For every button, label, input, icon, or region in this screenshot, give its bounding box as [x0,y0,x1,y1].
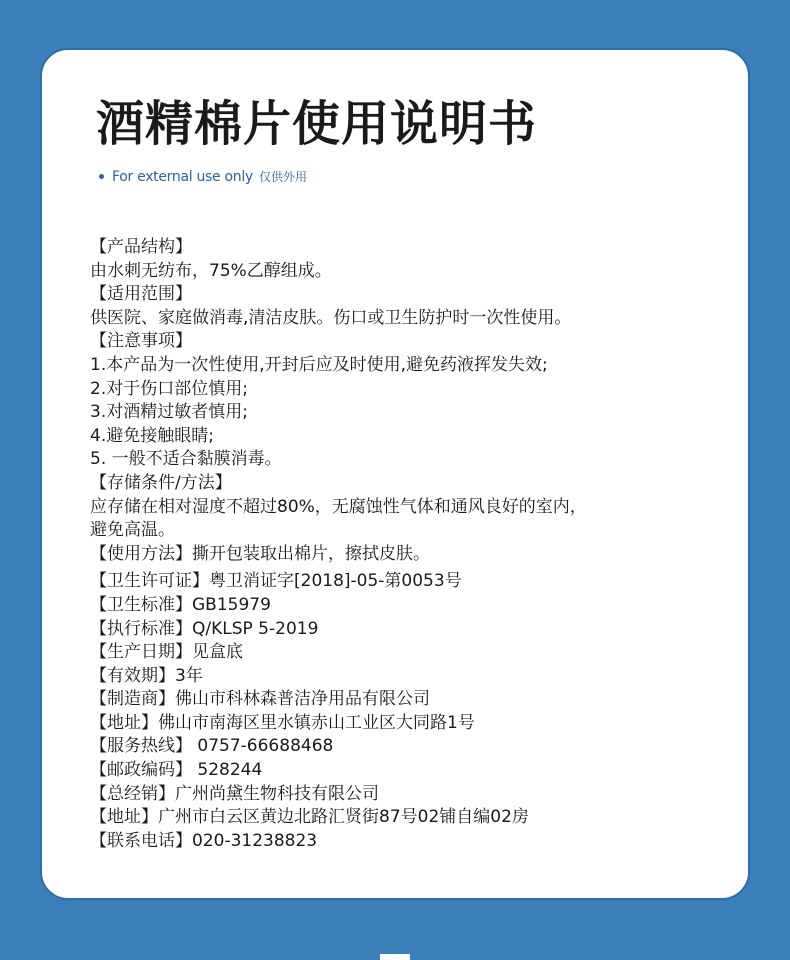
page-title: 酒精棉片使用说明书 [96,96,538,152]
info-line-manufacturer: 【制造商】佛山市科林森普洁净用品有限公司 [90,689,430,710]
note-item: 5. 一般不适合黏膜消毒。 [90,449,282,470]
storage-text-line: 避免高温。 [90,520,175,541]
external-use-note [99,168,307,185]
info-line-exec-standard: 【执行标准】Q/KLSP 5-2019 [90,618,319,639]
structure-heading: 【产品结构】 [90,237,192,257]
external-use-chinese: 仅供外用 [258,170,307,184]
info-line-phone: 【联系电话】020-31238823 [90,830,318,851]
info-line-manufacturer-address: 【地址】佛山市南海区里水镇赤山工业区大同路1号 [90,712,475,733]
info-line-distributor-address: 【地址】广州市白云区黄边北路汇贤街87号02铺自编02房 [90,807,529,828]
usage-method: 【使用方法】撕开包装取出棉片，擦拭皮肤。 [90,543,430,564]
scope-heading: 【适用范围】 [90,284,192,305]
instruction-card [40,48,750,900]
info-line-license: 【卫生许可证】粤卫消证字[2018]-05-第0053号 [90,571,462,592]
bullet-dot-icon [99,174,104,179]
note-item: 2.对于伤口部位慎用; [90,378,248,399]
info-line-hygiene-standard: 【卫生标准】GB15979 [90,594,271,615]
info-line-distributor: 【总经销】广州尚黛生物科技有限公司 [90,783,379,804]
info-line-postcode: 【邮政编码】 528244 [90,760,263,781]
info-line-production-date: 【生产日期】见盒底 [90,642,243,663]
storage-heading: 【存储条件/方法】 [90,472,232,493]
scope-text: 供医院、家庭做消毒,清洁皮肤。伤口或卫生防护时一次性使用。 [90,307,572,328]
info-line-hotline: 【服务热线】 0757-66688468 [90,736,334,757]
note-item: 1.本产品为一次性使用,开封后应及时使用,避免药液挥发失效; [90,354,548,375]
structure-text: 由水刺无纺布，75%乙醇组成。 [90,260,332,281]
note-item: 3.对酒精过敏者慎用; [90,402,248,423]
instruction-content [90,236,710,853]
external-use-english: For external use only [112,168,253,185]
note-item: 4.避免接触眼睛; [90,425,214,446]
bottom-edge-mark [380,954,410,960]
storage-text-line: 应存储在相对湿度不超过80%，无腐蚀性气体和通风良好的室内， [90,496,587,517]
info-line-validity: 【有效期】3年 [90,665,203,686]
notes-heading: 【注意事项】 [90,331,192,352]
